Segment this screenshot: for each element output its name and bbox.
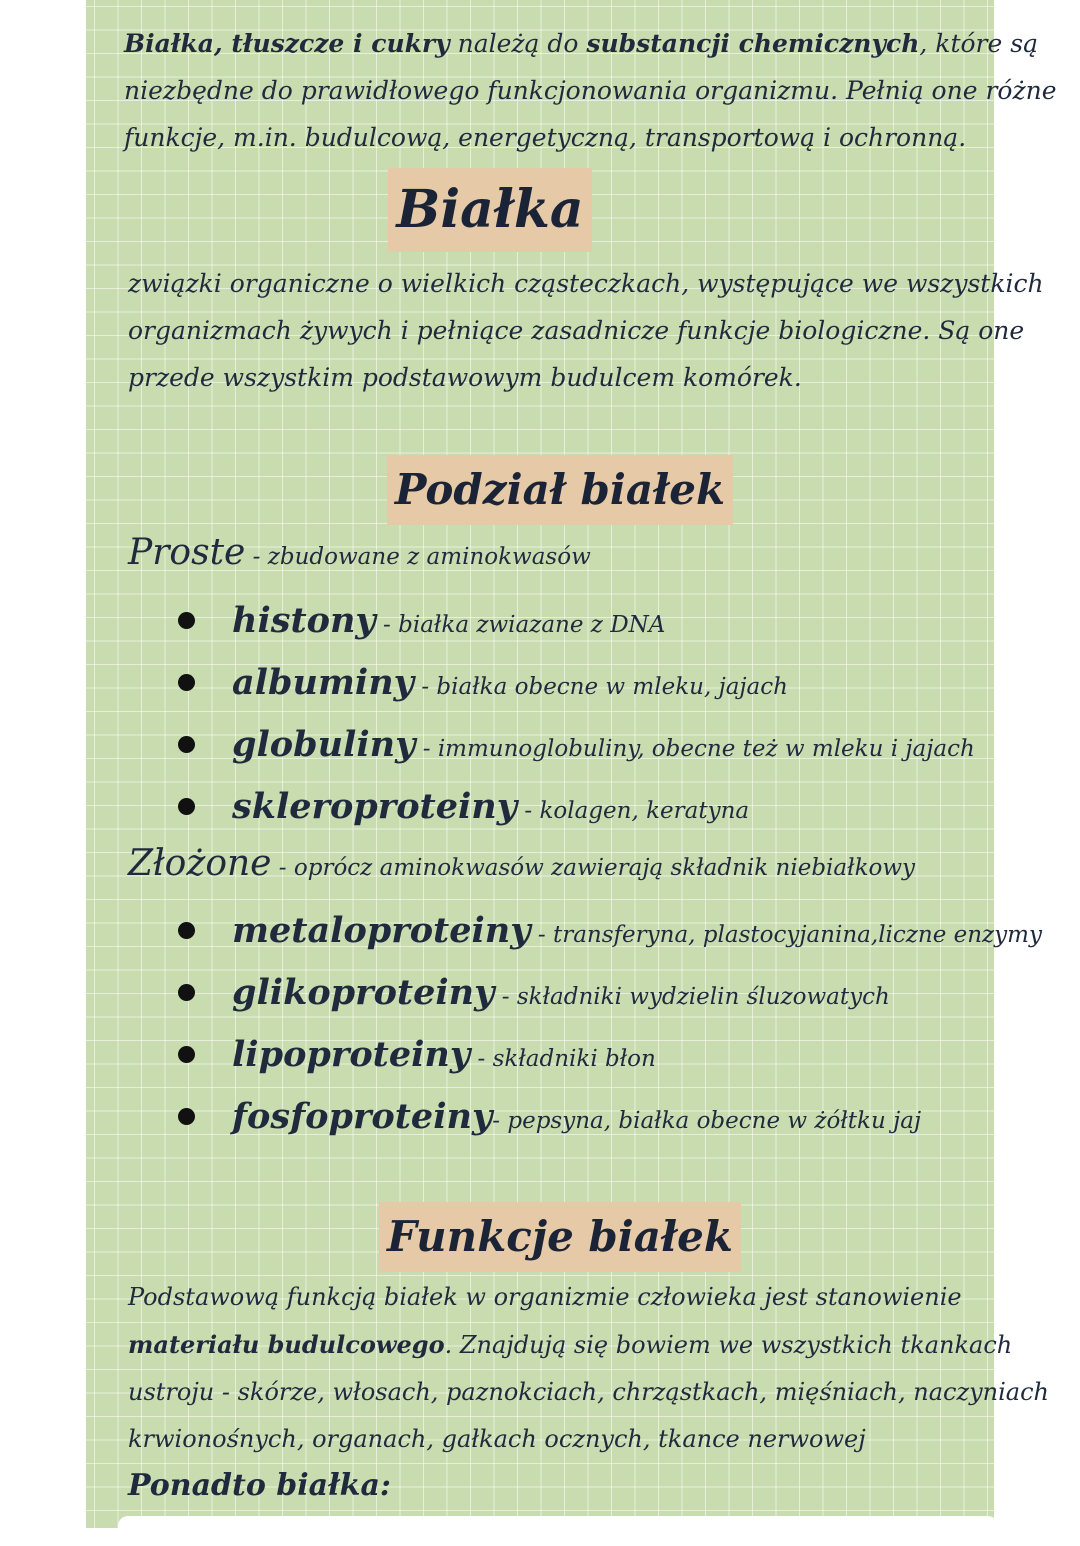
item-term: metaloproteiny (232, 910, 531, 951)
item-term: albuminy (232, 662, 415, 703)
item-term: fosfoproteiny (232, 1096, 493, 1137)
bullet-dot-icon (178, 612, 195, 629)
intro-bold-2: substancji chemicznych (586, 29, 920, 58)
group-proste-name: Proste (128, 532, 246, 573)
list-proste (176, 590, 975, 838)
intro-line-3: funkcje, m.in. budulcową, energetyczną, transportową i ochronną. (124, 123, 967, 152)
group-proste (128, 532, 591, 573)
funkcje-line-1: Podstawową funkcją białek w organizmie człowieka jest stanowienie (128, 1283, 962, 1311)
intro-bold-1: Białka, tłuszcze i cukry (124, 29, 450, 58)
list-item (176, 590, 975, 652)
item-term: globuliny (232, 724, 416, 765)
bialka-def-line-1: związki organiczne o wielkich cząsteczkach, występujące we wszystkich (128, 269, 1044, 298)
heading-funkcje: Funkcje białek (379, 1202, 741, 1272)
item-term: histony (232, 600, 376, 641)
bialka-definition (128, 260, 1044, 401)
note-page (86, 0, 1057, 1528)
heading-bialka-wrap (86, 168, 994, 252)
bialka-def-line-3: przede wszystkim podstawowym budulcem komórek. (128, 363, 802, 392)
item-term: lipoproteiny (232, 1034, 471, 1075)
funkcje-bold: materiału budulcowego (128, 1330, 445, 1359)
intro-line-2: niezbędne do prawidłowego funkcjonowania organizmu. Pełnią one różne (124, 76, 1057, 105)
heading-bialka: Białka (388, 168, 591, 252)
item-desc: - składniki wydzielin śluzowatych (494, 984, 890, 1010)
item-desc: - immunoglobuliny, obecne też w mleku i jajach (415, 736, 975, 762)
list-item (176, 776, 975, 838)
intro-text-2: , które są (919, 29, 1038, 58)
list-item (176, 962, 1042, 1024)
heading-podzial-wrap (86, 455, 994, 525)
bialka-def-line-2: organizmach żywych i pełniące zasadnicze funkcje biologiczne. Są one (128, 316, 1025, 345)
funkcje-line-3: ustroju - skórze, włosach, paznokciach, chrząstkach, mięśniach, naczyniach (128, 1378, 1049, 1406)
funkcje-line-4: krwionośnych, organach, gałkach ocznych, tkance nerwowej (128, 1425, 866, 1453)
item-desc: - składniki błon (470, 1046, 656, 1072)
group-proste-desc: - zbudowane z aminokwasów (245, 544, 591, 570)
bullet-dot-icon (178, 922, 195, 939)
intro-text-1: należą do (449, 29, 587, 58)
item-desc: - białka zwiazane z DNA (375, 612, 666, 638)
group-zlozone (128, 843, 915, 884)
funkcje-paragraph (128, 1274, 1049, 1463)
bullet-dot-icon (178, 798, 195, 815)
bullet-dot-icon (178, 1046, 195, 1063)
intro-line-1 (124, 20, 1057, 67)
bullet-dot-icon (178, 736, 195, 753)
group-zlozone-desc: - oprócz aminokwasów zawierają składnik niebiałkowy (271, 855, 916, 881)
item-term: skleroproteiny (232, 786, 518, 827)
bullet-dot-icon (178, 1108, 195, 1125)
list-item (176, 1086, 1042, 1148)
funkcje-line-2-rest: . Znajdują się bowiem we wszystkich tkankach (444, 1331, 1013, 1359)
heading-podzial: Podział białek (387, 455, 733, 525)
list-item (176, 1024, 1042, 1086)
item-desc: - kolagen, keratyna (517, 798, 750, 824)
bullet-dot-icon (178, 674, 195, 691)
heading-funkcje-wrap (86, 1202, 994, 1272)
next-page-card (118, 1516, 998, 1546)
item-desc: - pepsyna, białka obecne w żółtku jaj (492, 1108, 922, 1134)
item-desc: - transferyna, plastocyjanina,liczne enzymy (530, 922, 1042, 948)
funkcje-line-2 (128, 1321, 1049, 1369)
group-zlozone-name: Złożone (128, 843, 272, 884)
bullet-dot-icon (178, 984, 195, 1001)
list-zlozone (176, 900, 1042, 1148)
list-item (176, 714, 975, 776)
item-desc: - białka obecne w mleku, jajach (414, 674, 788, 700)
list-item (176, 900, 1042, 962)
list-item (176, 652, 975, 714)
intro-paragraph (124, 20, 1057, 161)
ponadto-heading: Ponadto białka: (128, 1468, 391, 1503)
item-term: glikoproteiny (232, 972, 495, 1013)
